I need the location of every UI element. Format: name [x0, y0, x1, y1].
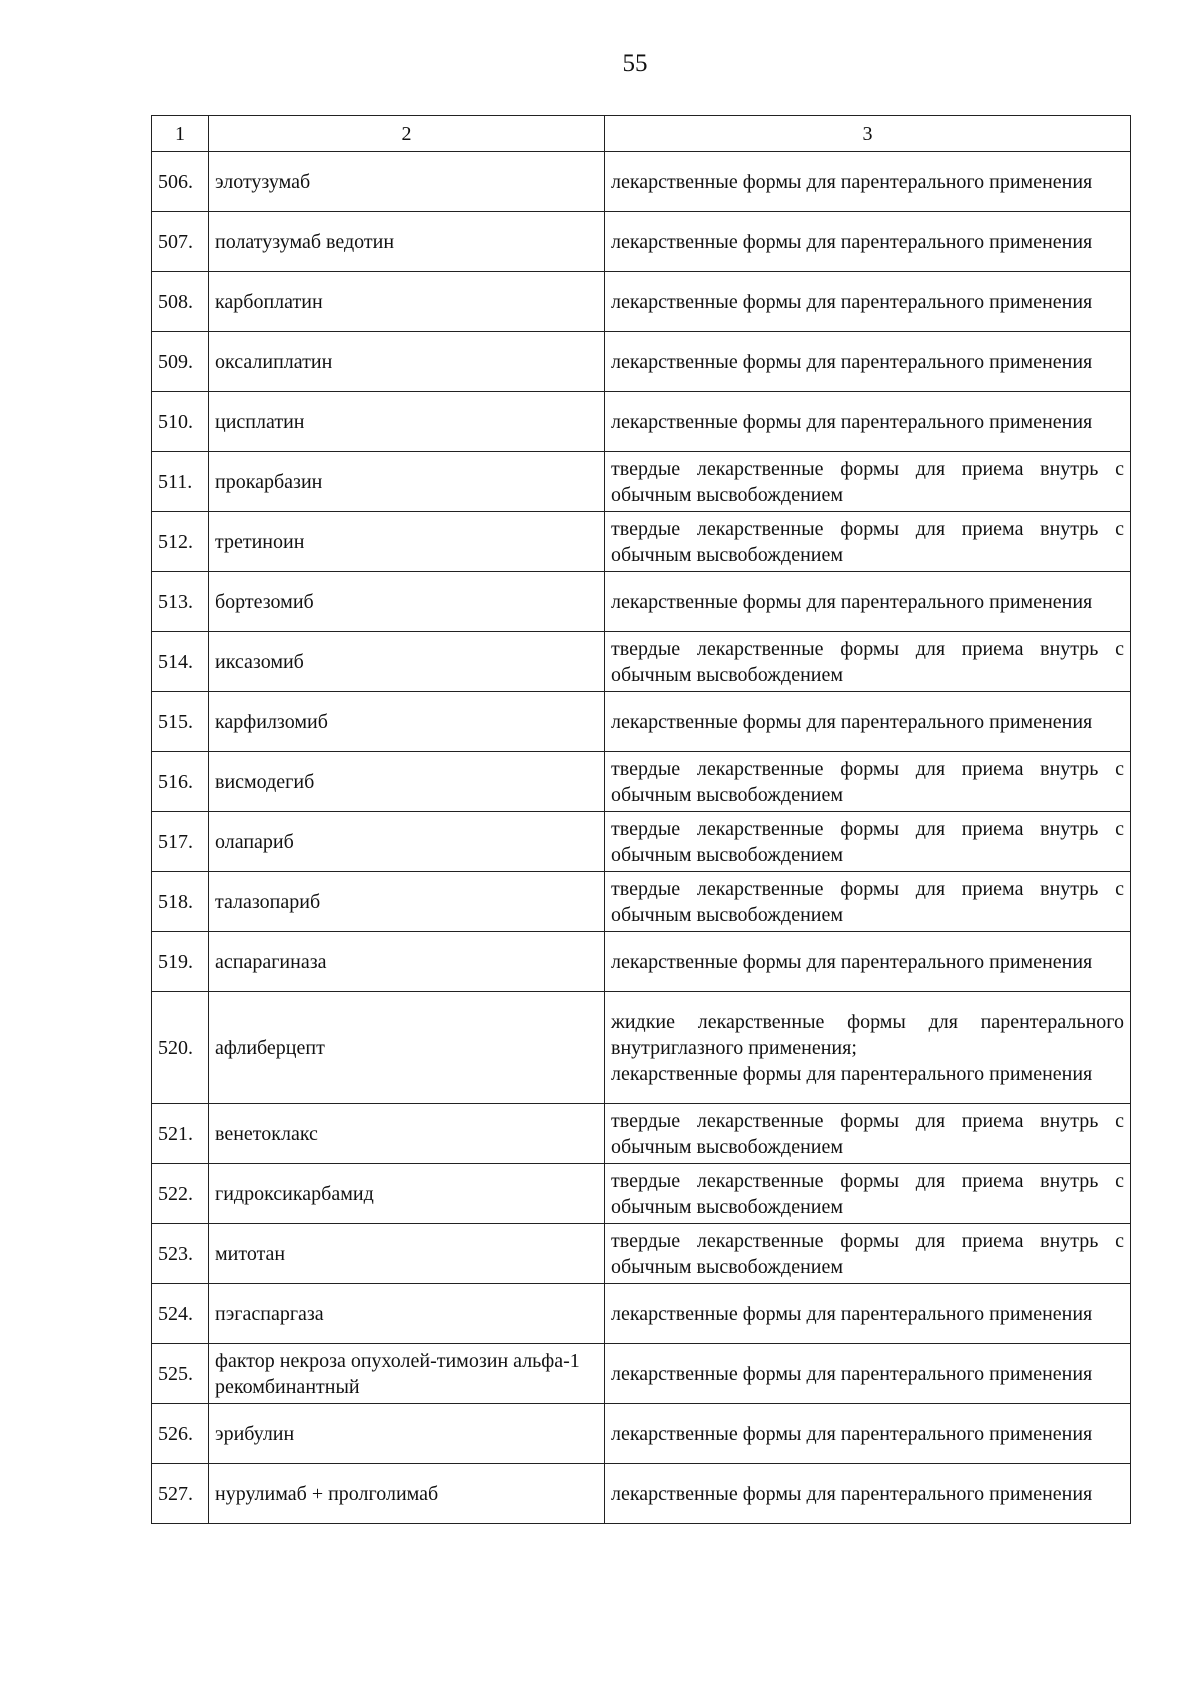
drug-name: талазопариб: [209, 872, 605, 932]
table-row: [152, 932, 1131, 992]
dosage-form: [605, 1344, 1131, 1404]
table-row: [152, 392, 1131, 452]
dosage-form-text: лекарственные формы для парентерального применения: [611, 170, 1093, 193]
dosage-form: [605, 1404, 1131, 1464]
row-number: 518.: [152, 872, 209, 932]
dosage-form-text: лекарственные формы для парентерального применения: [611, 230, 1093, 253]
dosage-form: [605, 1164, 1131, 1224]
dosage-form-text: лекарственные формы для парентерального применения: [611, 1362, 1093, 1385]
table-row: [152, 752, 1131, 812]
table-row: [152, 1224, 1131, 1284]
drug-name: пэгаспаргаза: [209, 1284, 605, 1344]
row-number: 522.: [152, 1164, 209, 1224]
row-number: 521.: [152, 1104, 209, 1164]
table-row: [152, 1284, 1131, 1344]
drug-name: карбоплатин: [209, 272, 605, 332]
table-row: [152, 332, 1131, 392]
row-number: 524.: [152, 1284, 209, 1344]
dosage-form-text: твердые лекарственные формы для приема внутрь с обычным высвобождением: [611, 517, 1124, 566]
dosage-form: [605, 452, 1131, 512]
dosage-form-text: твердые лекарственные формы для приема внутрь с обычным высвобождением: [611, 1109, 1124, 1158]
drug-name: полатузумаб ведотин: [209, 212, 605, 272]
drug-name: висмодегиб: [209, 752, 605, 812]
drug-name: эрибулин: [209, 1404, 605, 1464]
drug-name: иксазомиб: [209, 632, 605, 692]
dosage-form-text: лекарственные формы для парентерального применения: [611, 590, 1093, 613]
table-row: [152, 1164, 1131, 1224]
dosage-form-text: лекарственные формы для парентерального применения: [611, 350, 1093, 373]
drug-name: бортезомиб: [209, 572, 605, 632]
row-number: 507.: [152, 212, 209, 272]
header-col-2: 2: [209, 116, 605, 152]
page-number: 55: [622, 50, 648, 77]
row-number: 520.: [152, 992, 209, 1104]
row-number: 525.: [152, 1344, 209, 1404]
drug-name: элотузумаб: [209, 152, 605, 212]
row-number: 526.: [152, 1404, 209, 1464]
table-row: [152, 512, 1131, 572]
table-row: [152, 212, 1131, 272]
dosage-form-text: лекарственные формы для парентерального применения: [611, 1422, 1093, 1445]
row-number: 513.: [152, 572, 209, 632]
dosage-form-text: лекарственные формы для парентерального применения: [611, 710, 1093, 733]
dosage-form: [605, 752, 1131, 812]
drug-name: гидроксикарбамид: [209, 1164, 605, 1224]
table-row: [152, 1344, 1131, 1404]
dosage-form-text: твердые лекарственные формы для приема внутрь с обычным высвобождением: [611, 1169, 1124, 1218]
dosage-form: [605, 512, 1131, 572]
dosage-form: [605, 1104, 1131, 1164]
row-number: 517.: [152, 812, 209, 872]
table-row: [152, 1464, 1131, 1524]
table-row: [152, 152, 1131, 212]
drug-name: прокарбазин: [209, 452, 605, 512]
dosage-form: [605, 872, 1131, 932]
drug-table: [151, 115, 1131, 1524]
dosage-form-text: лекарственные формы для парентерального применения: [611, 1302, 1093, 1325]
drug-name: оксалиплатин: [209, 332, 605, 392]
dosage-form-text: твердые лекарственные формы для приема внутрь с обычным высвобождением: [611, 877, 1124, 926]
dosage-form-text: твердые лекарственные формы для приема внутрь с обычным высвобождением: [611, 757, 1124, 806]
drug-name: аспарагиназа: [209, 932, 605, 992]
drug-name: венетоклакс: [209, 1104, 605, 1164]
drug-name: цисплатин: [209, 392, 605, 452]
table-row: [152, 632, 1131, 692]
dosage-form: [605, 932, 1131, 992]
row-number: 509.: [152, 332, 209, 392]
row-number: 516.: [152, 752, 209, 812]
dosage-form: [605, 572, 1131, 632]
header-col-3: 3: [605, 116, 1131, 152]
row-number: 512.: [152, 512, 209, 572]
table-row: [152, 452, 1131, 512]
row-number: 514.: [152, 632, 209, 692]
table-row: [152, 572, 1131, 632]
dosage-form: [605, 992, 1131, 1104]
dosage-form-text: лекарственные формы для парентерального применения: [611, 1062, 1093, 1085]
dosage-form-text: твердые лекарственные формы для приема внутрь с обычным высвобождением: [611, 1229, 1124, 1278]
row-number: 506.: [152, 152, 209, 212]
dosage-form: [605, 692, 1131, 752]
drug-name: третиноин: [209, 512, 605, 572]
dosage-form: [605, 1464, 1131, 1524]
table-body: [152, 116, 1131, 1524]
dosage-form: [605, 1284, 1131, 1344]
dosage-form-text: жидкие лекарственные формы для парентерального внутриглазного применения;: [611, 1010, 1124, 1059]
row-number: 527.: [152, 1464, 209, 1524]
dosage-form: [605, 212, 1131, 272]
header-col-1: 1: [152, 116, 209, 152]
drug-name: карфилзомиб: [209, 692, 605, 752]
table-row: [152, 1404, 1131, 1464]
drug-name: нурулимаб + пролголимаб: [209, 1464, 605, 1524]
drug-name: афлиберцепт: [209, 992, 605, 1104]
row-number: 523.: [152, 1224, 209, 1284]
dosage-form: [605, 272, 1131, 332]
dosage-form-text: лекарственные формы для парентерального применения: [611, 410, 1093, 433]
dosage-form-text: лекарственные формы для парентерального применения: [611, 1482, 1093, 1505]
drug-name: фактор некроза опухолей-тимозин альфа-1 рекомбинантный: [209, 1344, 605, 1404]
table-row: [152, 812, 1131, 872]
dosage-form: [605, 1224, 1131, 1284]
row-number: 515.: [152, 692, 209, 752]
dosage-form: [605, 332, 1131, 392]
dosage-form-text: твердые лекарственные формы для приема внутрь с обычным высвобождением: [611, 457, 1124, 506]
dosage-form: [605, 392, 1131, 452]
drug-name: олапариб: [209, 812, 605, 872]
row-number: 508.: [152, 272, 209, 332]
table-row: [152, 1104, 1131, 1164]
dosage-form: [605, 632, 1131, 692]
table-row: [152, 692, 1131, 752]
table-row: [152, 272, 1131, 332]
table-row: [152, 992, 1131, 1104]
dosage-form: [605, 812, 1131, 872]
dosage-form-text: твердые лекарственные формы для приема внутрь с обычным высвобождением: [611, 817, 1124, 866]
dosage-form-text: твердые лекарственные формы для приема внутрь с обычным высвобождением: [611, 637, 1124, 686]
table-header-row: [152, 116, 1131, 152]
row-number: 519.: [152, 932, 209, 992]
table-row: [152, 872, 1131, 932]
dosage-form-text: лекарственные формы для парентерального применения: [611, 950, 1093, 973]
row-number: 510.: [152, 392, 209, 452]
drug-name: митотан: [209, 1224, 605, 1284]
dosage-form: [605, 152, 1131, 212]
row-number: 511.: [152, 452, 209, 512]
dosage-form-text: лекарственные формы для парентерального применения: [611, 290, 1093, 313]
